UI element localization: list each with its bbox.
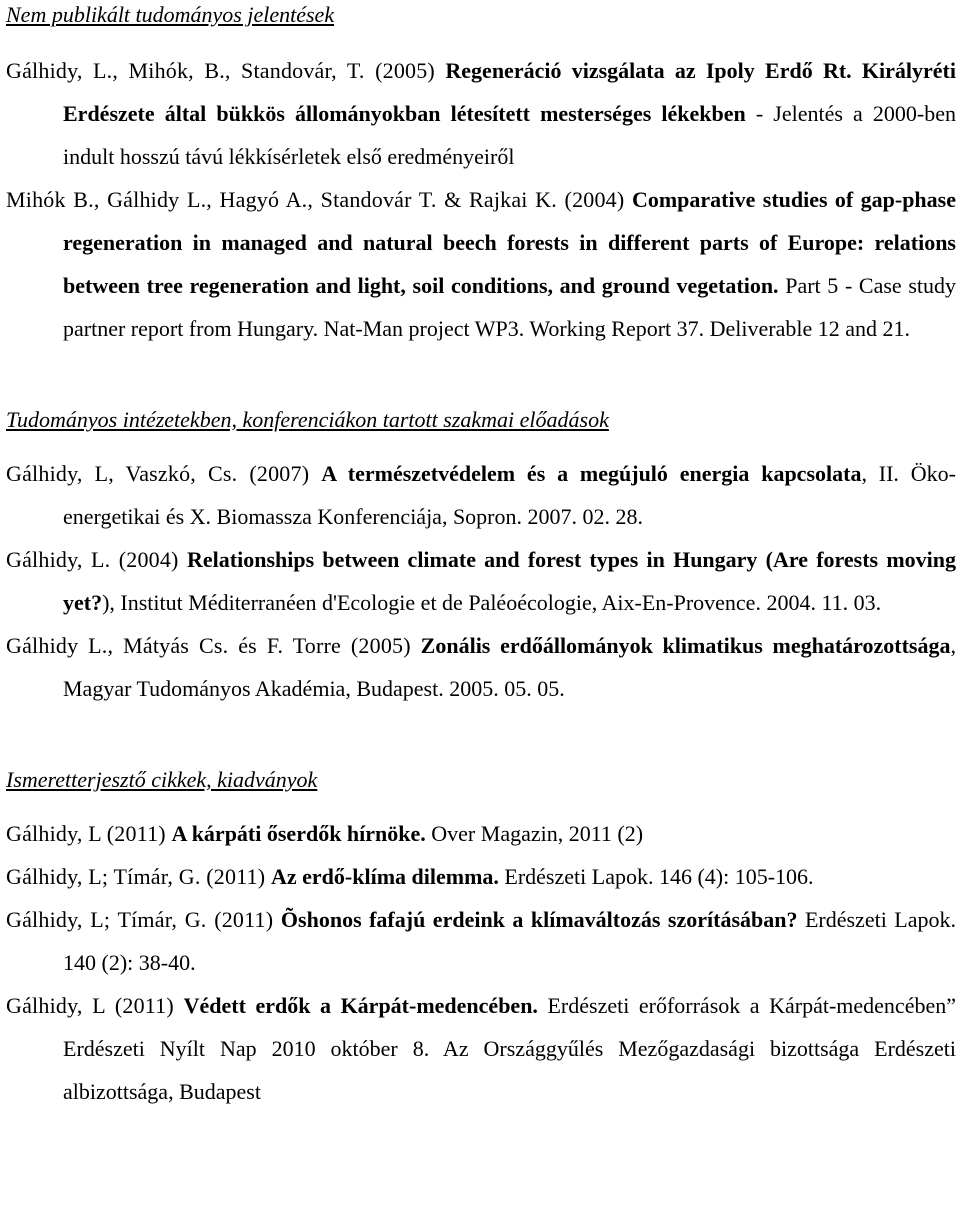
entry-authors: Gálhidy, L. (2004) (6, 547, 187, 572)
entry-title: Az erdő-klíma dilemma. (271, 864, 499, 889)
entry-title: Védett erdők a Kárpát-medencében. (183, 993, 538, 1018)
entry-authors: Gálhidy L., Mátyás Cs. és F. Torre (2005) (6, 633, 421, 658)
entry-authors: Gálhidy, L (2011) (6, 821, 172, 846)
reference-entry (6, 538, 956, 624)
entry-source: , II. Öko-energetikai és X. Biomassza Konferenciája, Sopron. 2007. 02. 28. (63, 461, 956, 529)
entry-title: Regeneráció vizsgálata az Ipoly Erdő Rt. Királyréti Erdészete által bükkös állományokban létesített mesterséges lékekben (63, 58, 956, 126)
entry-source: Over Magazin, 2011 (2) (425, 821, 644, 846)
entry-source: Erdészeti Lapok. 146 (4): 105-106. (498, 864, 814, 889)
section-heading: Nem publikált tudományos jelentések (6, 2, 335, 27)
section-conference-talks (6, 405, 956, 710)
entry-source: , Magyar Tudományos Akadémia, Budapest. 2005. 05. 05. (63, 633, 956, 701)
entry-source: Part 5 - Case study partner report from Hungary. Nat-Man project WP3. Working Report 37. Deliverable 12 and 21. (63, 273, 956, 341)
entry-source: ), Institut Méditerranéen d'Ecologie et de Paléoécologie, Aix-En-Provence. 2004. 11. 03. (102, 590, 882, 615)
entry-source: Erdészeti Lapok. 140 (2): 38-40. (63, 907, 956, 975)
section-popular-articles (6, 765, 956, 1113)
reference-entry (6, 984, 956, 1113)
entry-source: Erdészeti erőforrások a Kárpát-medencében” Erdészeti Nyílt Nap 2010 október 8. Az Országgyűlés Mezőgazdasági bizottsága Erdészeti albizottsága, Budapest (63, 993, 956, 1104)
entry-title: Õshonos fafajú erdeink a klímaváltozás szorításában? (280, 907, 798, 932)
entry-title: Comparative studies of gap-phase regeneration in managed and natural beech forests in different parts of Europe: relations between tree regeneration and light, soil conditions, and ground vegetation. (63, 187, 956, 298)
reference-entry (6, 624, 956, 710)
section-unpublished-reports (6, 0, 956, 350)
entry-title: Zonális erdőállományok klimatikus meghatározottsága (420, 633, 951, 658)
entry-authors: Mihók B., Gálhidy L., Hagyó A., Standovár T. & Rajkai K. (2004) (6, 187, 632, 212)
entry-authors: Gálhidy, L., Mihók, B., Standovár, T. (2005) (6, 58, 446, 83)
entry-authors: Gálhidy, L, Vaszkó, Cs. (2007) (6, 461, 322, 486)
reference-entry (6, 855, 956, 898)
entry-authors: Gálhidy, L; Tímár, G. (2011) (6, 907, 281, 932)
reference-entry (6, 452, 956, 538)
reference-entry (6, 49, 956, 178)
reference-entry (6, 178, 956, 350)
entry-authors: Gálhidy, L; Tímár, G. (2011) (6, 864, 271, 889)
entry-authors: Gálhidy, L (2011) (6, 993, 184, 1018)
reference-entry (6, 812, 956, 855)
section-heading: Ismeretterjesztő cikkek, kiadványok (6, 767, 318, 792)
entry-title: A természetvédelem és a megújuló energia kapcsolata (321, 461, 862, 486)
section-heading: Tudományos intézetekben, konferenciákon tartott szakmai előadások (6, 407, 609, 432)
entry-source: - Jelentés a 2000-ben indult hosszú távú lékkísérletek első eredményeiről (63, 101, 957, 169)
reference-entry (6, 898, 956, 984)
document-page (6, 0, 956, 1113)
entry-title: Relationships between climate and forest types in Hungary (Are forests moving yet? (63, 547, 957, 615)
entry-title: A kárpáti őserdők hírnöke. (171, 821, 426, 846)
